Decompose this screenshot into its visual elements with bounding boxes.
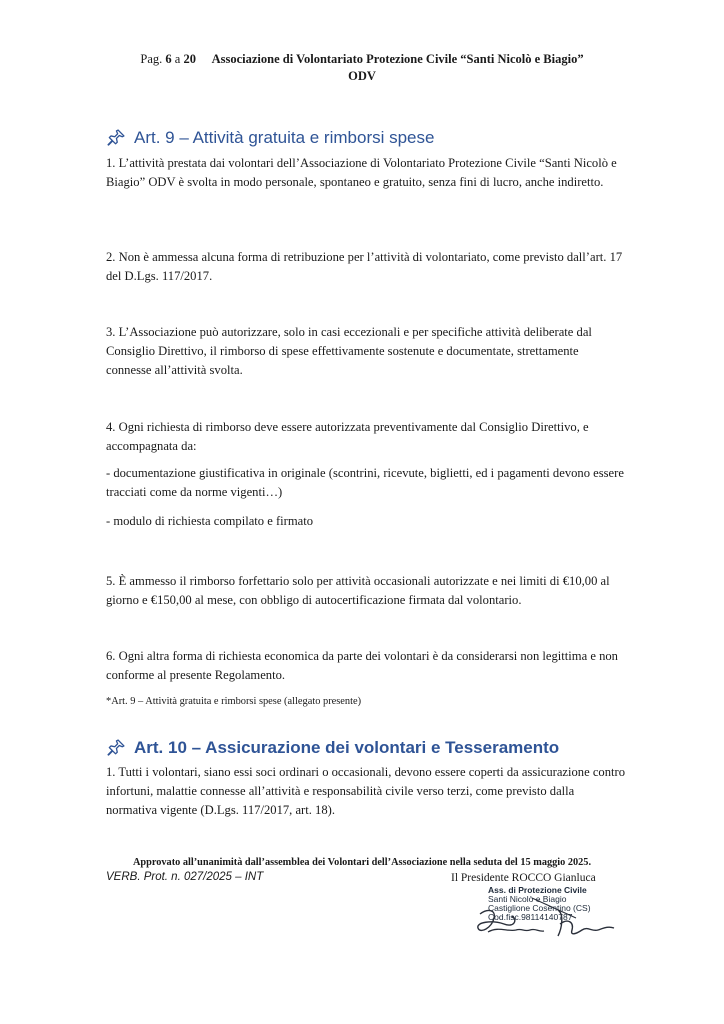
art9-paragraph-2: 2. Non è ammessa alcuna forma di retribuzione per l’attività di volontariato, come previsto dall’art. 17 del D.Lgs. 117/2017. — [106, 250, 623, 283]
art9-paragraph-6: 6. Ogni altra forma di richiesta economica da parte dei volontari è da considerarsi non legittima e non conforme al presente Regolamento. — [106, 649, 618, 682]
stamp-line-4: Cod.fisc.98114140787 — [488, 912, 573, 922]
president-name: Il Presidente ROCCO Gianluca — [451, 872, 596, 884]
art9-paragraph-5: 5. È ammesso il rimborso forfettario solo per attività occasionali autorizzate e nei limiti di €10,00 al giorno e €150,00 al mese, con obbligo di autocertificazione firmata dal volontario. — [106, 574, 610, 607]
header-line-1 — [60, 51, 664, 68]
stamp-line-2: Santi Nicolò e Biagio — [488, 894, 567, 904]
art9-attachment-note: *Art. 9 – Attività gratuita e rimborsi spese (allegato presente) — [106, 696, 362, 707]
art10-paragraph-1: 1. Tutti i volontari, siano essi soci ordinari o occasionali, devono essere coperti da assicurazione contro infortuni, malattie connesse all’attività e responsabilità civile verso terzi, come previsto dalla normativa vigente (D.Lgs. 117/2017, art. 18). — [106, 765, 626, 817]
page-header — [60, 51, 664, 85]
pushpin-icon — [106, 128, 126, 148]
art9-list-item-2: - modulo di richiesta compilato e firmato — [106, 514, 314, 528]
organization-name: Associazione di Volontariato Protezione Civile “Santi Nicolò e Biagio” — [211, 52, 584, 66]
art9-heading — [106, 128, 434, 148]
page-label: Pag. — [140, 52, 163, 66]
art9-list-item-1: - documentazione giustificativa in originale (scontrini, ricevute, biglietti, ed i pagamenti devono essere tracciati come da norme vigenti…) — [106, 466, 624, 499]
pushpin-icon — [106, 738, 126, 758]
art9-paragraph-1: 1. L’attività prestata dai volontari dell’Associazione di Volontariato Protezione Civile “Santi Nicolò e Biagio” ODV è svolta in modo personale, spontaneo e gratuito, senza fini di lucro, anche indiretto. — [106, 156, 617, 189]
of-label: a — [174, 52, 181, 66]
art10-title: Art. 10 – Assicurazione dei volontari e Tesseramento — [134, 738, 560, 757]
art10-heading — [106, 738, 559, 758]
art9-paragraph-3: 3. L’Associazione può autorizzare, solo in casi eccezionali e per specifiche attività deliberate dal Consiglio Direttivo, il rimborso di spese effettivamente sostenute e documentate, strettamente connesse all’attività svolta. — [106, 325, 592, 377]
handwritten-signature — [458, 884, 618, 946]
approval-statement: Approvato all’unanimità dall’assemblea dei Volontari dell’Associazione nella seduta del 15 maggio 2025. — [132, 857, 592, 868]
art9-title: Art. 9 – Attività gratuita e rimborsi spese — [134, 128, 435, 147]
stamp-line-3: Castiglione Cosentino (CS) — [488, 903, 591, 913]
organization-type: ODV — [348, 69, 376, 83]
page-number: 6 — [165, 52, 172, 66]
art9-paragraph-4: 4. Ogni richiesta di rimborso deve essere autorizzata preventivamente dal Consiglio Direttivo, e accompagnata da: — [106, 420, 589, 453]
protocol-number: VERB. Prot. n. 027/2025 – INT — [106, 871, 264, 883]
stamp-line-1: Ass. di Protezione Civile — [488, 885, 587, 895]
page-total: 20 — [183, 52, 196, 66]
association-stamp — [458, 884, 618, 946]
